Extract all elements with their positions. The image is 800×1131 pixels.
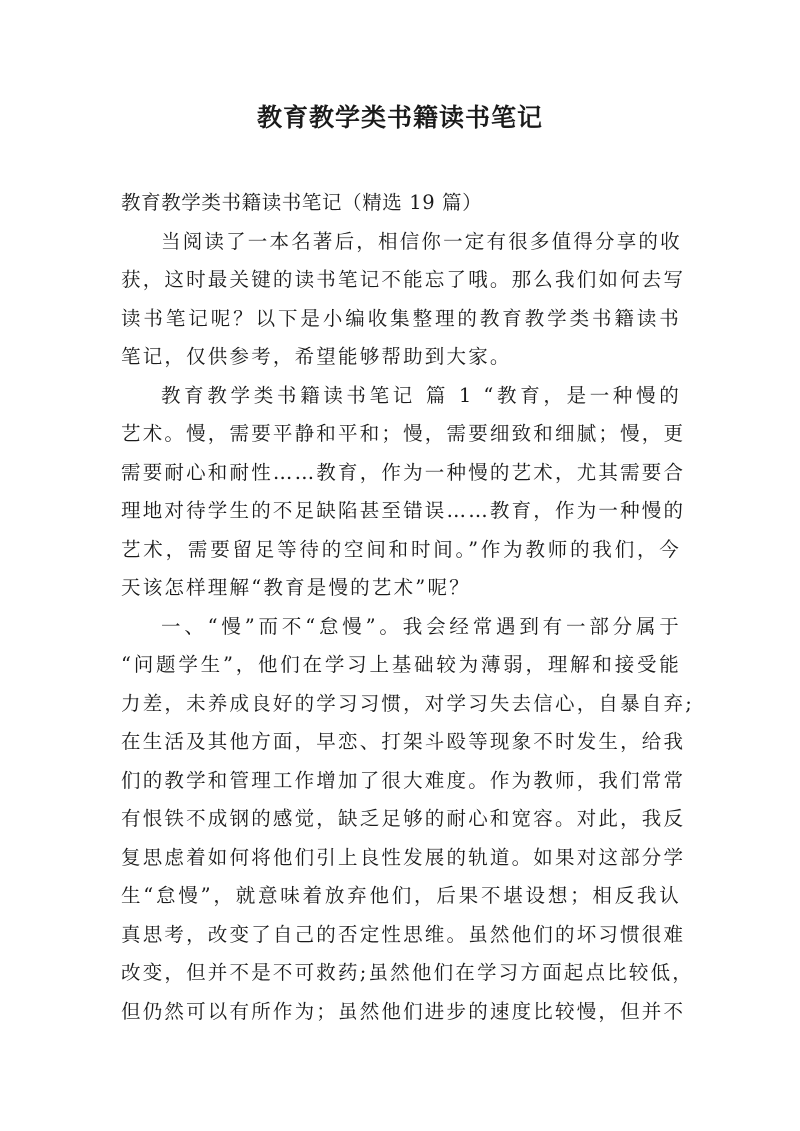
paragraph-line: 笔记，仅供参考，希望能够帮助到大家。 xyxy=(121,345,512,368)
document-body xyxy=(121,184,694,1031)
paragraph-line: 们的教学和管理工作增加了很大难度。作为教师，我们常常 xyxy=(121,768,686,792)
document-subtitle: 教育教学类书籍读书笔记（精选 19 篇） xyxy=(121,191,483,214)
paragraph-line: 生“怠慢”，就意味着放弃他们，后果不堪设想；相反我认 xyxy=(121,884,681,907)
paragraph-line: 复思虑着如何将他们引上良性发展的轨道。如果对这部分学 xyxy=(121,845,686,869)
paragraph-line: 改变，但并不是不可救药;虽然他们在学习方面起点比较低， xyxy=(121,961,694,984)
paragraph-line: 艺术，需要留足等待的空间和时间。”作为教师的我们，今 xyxy=(121,537,681,561)
paragraph-line: 当阅读了一本名著后，相信你一定有很多值得分享的收 xyxy=(161,229,682,253)
paragraph-line: 需要耐心和耐性……教育，作为一种慢的艺术，尤其需要合 xyxy=(121,460,686,484)
paragraph-line: “问题学生”，他们在学习上基础较为薄弱，理解和接受能 xyxy=(121,653,681,676)
paragraph-line: 真思考，改变了自己的否定性思维。虽然他们的坏习惯很难 xyxy=(121,922,686,946)
paragraph-line: 读书笔记呢？以下是小编收集整理的教育教学类书籍读书 xyxy=(121,306,681,330)
paragraph-line: 有恨铁不成钢的感觉，缺乏足够的耐心和宽容。对此，我反 xyxy=(121,807,686,830)
paragraph-line: 力差，未养成良好的学习习惯，对学习失去信心，自暴自弃; xyxy=(121,691,694,715)
paragraph-line: 理地对待学生的不足缺陷甚至错误……教育，作为一种慢的 xyxy=(121,499,686,522)
paragraph-line: 一、“慢”而不“怠慢”。我会经常遇到有一部分属于 xyxy=(161,614,681,638)
paragraph-line: 但仍然可以有所作为；虽然他们进步的速度比较慢，但并不 xyxy=(121,999,686,1023)
paragraph-line: 天该怎样理解“教育是慢的艺术”呢？ xyxy=(121,576,471,599)
paragraph-line: 艺术。慢，需要平静和平和；慢，需要细致和细腻；慢，更 xyxy=(121,422,686,445)
section-heading-line: 教育教学类书籍读书笔记 篇 1 “教育，是一种慢的 xyxy=(161,383,681,407)
paragraph-line: 获，这时最关键的读书笔记不能忘了哦。那么我们如何去写 xyxy=(121,268,686,291)
document-title: 教育教学类书籍读书笔记 xyxy=(256,103,543,132)
paragraph-line: 在生活及其他方面，早恋、打架斗殴等现象不时发生，给我 xyxy=(121,730,686,753)
